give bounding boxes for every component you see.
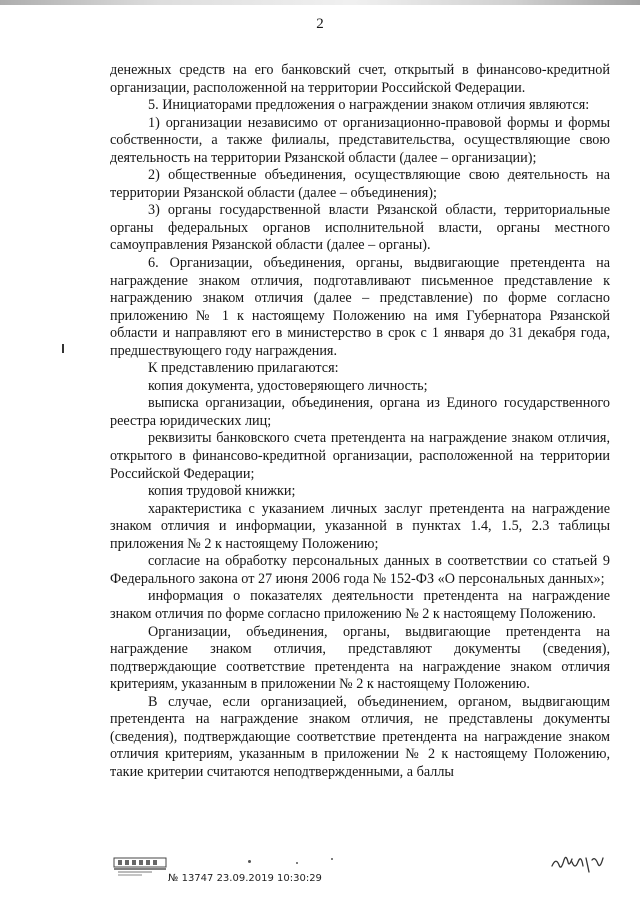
attachment-registry-extract: выписка организации, объединения, органа из Единого государственного реестра юридических лиц; xyxy=(110,395,610,429)
signature-icon xyxy=(548,852,610,878)
page-footer xyxy=(0,852,640,905)
scan-speck xyxy=(248,860,251,863)
paragraph-continuation: денежных средств на его банковский счет, открытый в финансово-кредитной организации, расположенной на территории Российской Федерации. xyxy=(110,62,610,96)
list-item-organizations: 1) организации независимо от организационно-правовой формы и формы собственности, а также филиалы, представительства, осуществляющие свою деятельность на территории Рязанской области (далее – организации); xyxy=(110,114,610,166)
document-body xyxy=(110,62,610,781)
stamp-logo-icon xyxy=(112,856,168,878)
list-item-associations: 2) общественные объединения, осуществляющие свою деятельность на территории Рязанской области (далее – объединения); xyxy=(110,167,610,201)
registry-number: № 13747 23.09.2019 10:30:29 xyxy=(168,873,322,884)
attachment-reference: характеристика с указанием личных заслуг претендента на награждение знаком отличия и информации, указанной в пунктах 1.4, 1.5, 2.3 таблицы приложения № 2 к настоящему Положению; xyxy=(110,500,610,552)
list-item-bodies: 3) органы государственной власти Рязанской области, территориальные органы федеральных органов исполнительной власти, органы местного самоуправления Рязанской области (далее – органы). xyxy=(110,202,610,254)
margin-mark xyxy=(62,344,64,353)
attachment-identity-copy: копия документа, удостоверяющего личность; xyxy=(148,377,428,394)
paragraph-clause-5: 5. Инициаторами предложения о награждении знаком отличия являются: xyxy=(148,97,590,114)
paragraph-clause-6: 6. Организации, объединения, органы, выдвигающие претендента на награждение знаком отличия, подготавливают письменное представление к награждению знаком отличия (далее – представление) по форме согласно приложению № 1 к настоящему Положению на имя Губернатора Рязанской области и направляют его в министерство в срок с 1 января до 31 декабря года, предшествующего году награждения. xyxy=(110,255,610,359)
attachment-performance-info: информация о показателях деятельности претендента на награждение знаком отличия по форме согласно приложению № 2 к настоящему Положению. xyxy=(110,588,610,622)
paragraph-unconfirmed: В случае, если организацией, объединением, органом, выдвигающим претендента на награждение знаком отличия, не представлены документы (сведения), подтверждающие соответствие претендента на награждение знаком отличия критериям, указанным в приложении № 2 к настоящему Положению, такие критерии считаются неподтвержденными, а баллы xyxy=(110,693,610,780)
attachments-heading: К представлению прилагаются: xyxy=(148,360,339,377)
attachment-work-book: копия трудовой книжки; xyxy=(148,483,296,500)
scan-speck xyxy=(296,862,298,864)
attachment-bank-details: реквизиты банковского счета претендента на награждение знаком отличия, открытого в финансово-кредитной организации, расположенной на территории Российской Федерации; xyxy=(110,430,610,482)
paragraph-documents: Организации, объединения, органы, выдвигающие претендента на награждение знаком отличия, представляют документы (сведения), подтверждающие соответствие претендента на награждение знаком отличия критериям, указанным в приложении № 2 к настоящему Положению. xyxy=(110,623,610,693)
page-number: 2 xyxy=(316,16,324,32)
scan-edge xyxy=(0,0,640,5)
scan-speck xyxy=(331,858,333,860)
attachment-consent: согласие на обработку персональных данных в соответствии со статьей 9 Федерального закона от 27 июня 2006 года № 152-ФЗ «О персональных данных»; xyxy=(110,553,610,587)
